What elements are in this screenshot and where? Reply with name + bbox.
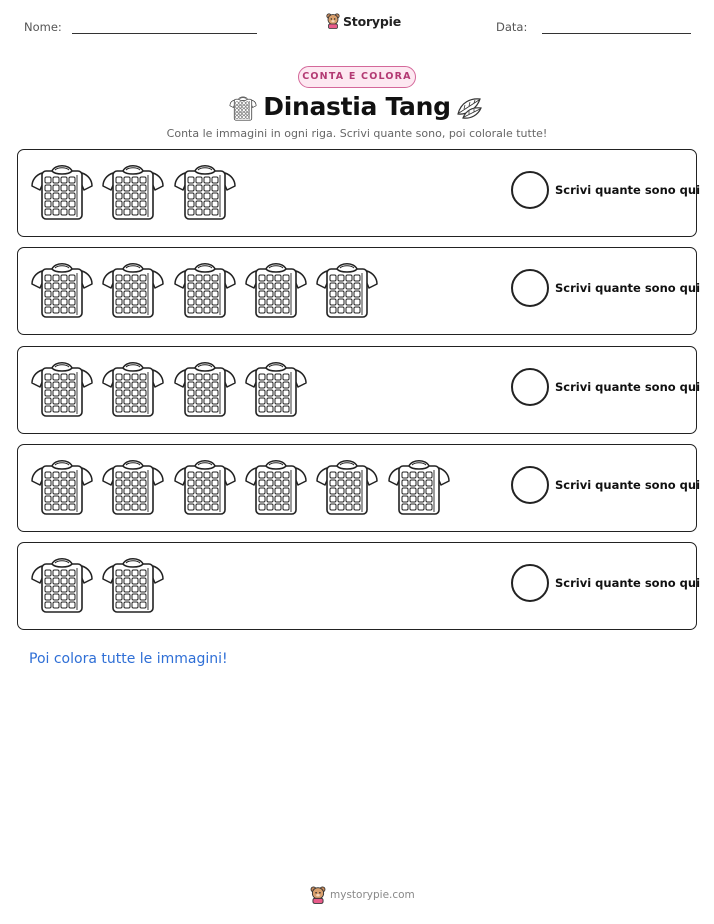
counting-row <box>17 149 701 237</box>
page-title: Dinastia Tang <box>263 92 451 121</box>
name-label: Nome: <box>24 20 62 34</box>
tang-armor-icon[interactable] <box>387 454 451 516</box>
bear-mascot-icon <box>310 886 326 904</box>
tang-armor-icon[interactable] <box>101 454 165 516</box>
counting-row <box>17 247 701 335</box>
tang-armor-icon[interactable] <box>30 257 94 319</box>
answer-prompt: Scrivi quante sono qui <box>555 183 701 197</box>
counting-row <box>17 346 701 434</box>
answer-prompt: Scrivi quante sono qui <box>555 281 701 296</box>
brand-name: Storypie <box>343 13 401 29</box>
footer <box>310 886 415 904</box>
tang-armor-icon[interactable] <box>244 454 308 516</box>
tang-armor-icon[interactable] <box>244 257 308 319</box>
leaves-icon <box>455 94 483 120</box>
tang-armor-icon[interactable] <box>173 356 237 418</box>
brand-logo <box>326 13 401 29</box>
answer-circle[interactable] <box>511 368 549 406</box>
tang-armor-icon[interactable] <box>101 552 165 614</box>
activity-badge: CONTA E COLORA <box>298 66 416 88</box>
tang-armor-icon[interactable] <box>30 454 94 516</box>
tang-armor-icon[interactable] <box>30 356 94 418</box>
answer-circle[interactable] <box>511 269 549 307</box>
instructions: Conta le immagini in ogni riga. Scrivi quante sono, poi colorale tutte! <box>166 127 548 140</box>
tang-armor-icon[interactable] <box>30 552 94 614</box>
tang-armor-icon[interactable] <box>173 159 237 221</box>
tang-armor-icon[interactable] <box>173 454 237 516</box>
name-line[interactable] <box>72 33 257 34</box>
answer-circle[interactable] <box>511 466 549 504</box>
footer-site: mystorypie.com <box>330 889 415 901</box>
tang-armor-icon[interactable] <box>101 159 165 221</box>
tang-armor-icon[interactable] <box>101 356 165 418</box>
date-line[interactable] <box>542 33 691 34</box>
answer-prompt: Scrivi quante sono qui <box>555 379 701 394</box>
tang-armor-icon[interactable] <box>315 257 379 319</box>
answer-circle[interactable] <box>511 564 549 602</box>
tang-armor-icon[interactable] <box>315 454 379 516</box>
tang-armor-icon[interactable] <box>244 356 308 418</box>
tang-armor-icon[interactable] <box>30 159 94 221</box>
date-label: Data: <box>496 20 528 34</box>
answer-prompt: Scrivi quante sono qui <box>555 477 701 492</box>
tang-armor-icon[interactable] <box>173 257 237 319</box>
closing-note: Poi colora tutte le immagini! <box>29 651 228 667</box>
answer-circle[interactable] <box>511 171 549 209</box>
bear-mascot-icon <box>326 13 340 29</box>
answer-prompt: Scrivi quante sono qui <box>555 576 701 591</box>
counting-row <box>17 542 701 630</box>
tang-armor-icon[interactable] <box>101 257 165 319</box>
counting-row <box>17 444 701 532</box>
